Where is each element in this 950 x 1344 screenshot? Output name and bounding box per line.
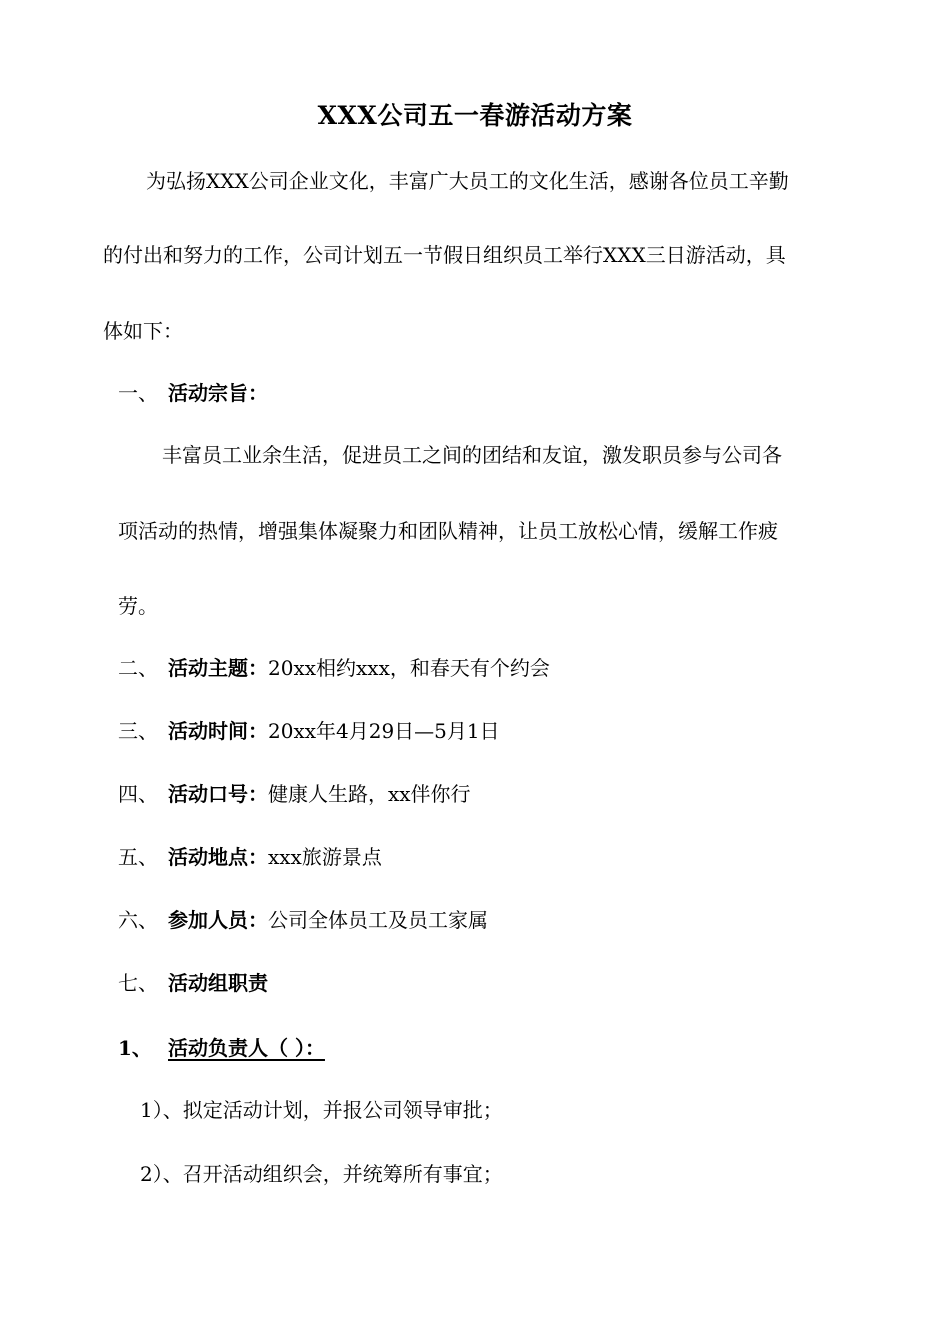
purpose-line-3: 劳。 [118, 594, 158, 618]
section-purpose [118, 379, 268, 407]
section-number: 七、 [118, 971, 158, 995]
section-text: 20xx年4月29日—5月1日 [268, 719, 500, 743]
intro-line-3: 体如下： [103, 319, 183, 343]
section-time [118, 717, 500, 745]
section-heading: 活动宗旨： [168, 381, 268, 405]
section-number: 五、 [118, 845, 158, 869]
section-responsibilities [118, 969, 268, 997]
document-title: XXX公司五一春游活动方案 [317, 101, 633, 130]
section-heading: 活动组职责 [168, 971, 268, 995]
section-number: 四、 [118, 782, 158, 806]
intro-line-2: 的付出和努力的工作，公司计划五一节假日组织员工举行XXX三日游活动，具 [103, 243, 786, 267]
section-heading: 活动口号： [168, 782, 268, 806]
section-text: xxx旅游景点 [268, 845, 382, 869]
section-heading: 活动时间： [168, 719, 268, 743]
list-item: 1）、拟定活动计划，并报公司领导审批； [140, 1098, 503, 1122]
section-number: 三、 [118, 719, 158, 743]
section-location [118, 843, 382, 871]
section-number: 二、 [118, 656, 158, 680]
section-text: 20xx相约xxx，和春天有个约会 [268, 656, 550, 680]
list-item: 2）、召开活动组织会，并统筹所有事宜； [140, 1162, 503, 1186]
section-text: 健康人生路，xx伴你行 [268, 782, 471, 806]
section-number: 六、 [118, 908, 158, 932]
intro-line-1: 为弘扬XXX公司企业文化，丰富广大员工的文化生活，感谢各位员工辛勤 [146, 169, 789, 193]
section-theme [118, 654, 550, 682]
section-slogan [118, 780, 471, 808]
section-participants [118, 906, 488, 934]
purpose-line-2: 项活动的热情，增强集体凝聚力和团队精神，让员工放松心情，缓解工作疲 [118, 519, 778, 543]
section-heading: 参加人员： [168, 908, 268, 932]
purpose-line-1: 丰富员工业余生活，促进员工之间的团结和友谊，激发职员参与公司各 [162, 443, 782, 467]
subsection-leader [118, 1034, 325, 1062]
section-heading: 活动主题： [168, 656, 268, 680]
section-heading: 活动地点： [168, 845, 268, 869]
subsection-heading: 活动负责人（ ）： [168, 1036, 325, 1060]
section-number: 一、 [118, 381, 158, 405]
section-text: 公司全体员工及员工家属 [268, 908, 488, 932]
subsection-number: 1、 [118, 1036, 152, 1060]
